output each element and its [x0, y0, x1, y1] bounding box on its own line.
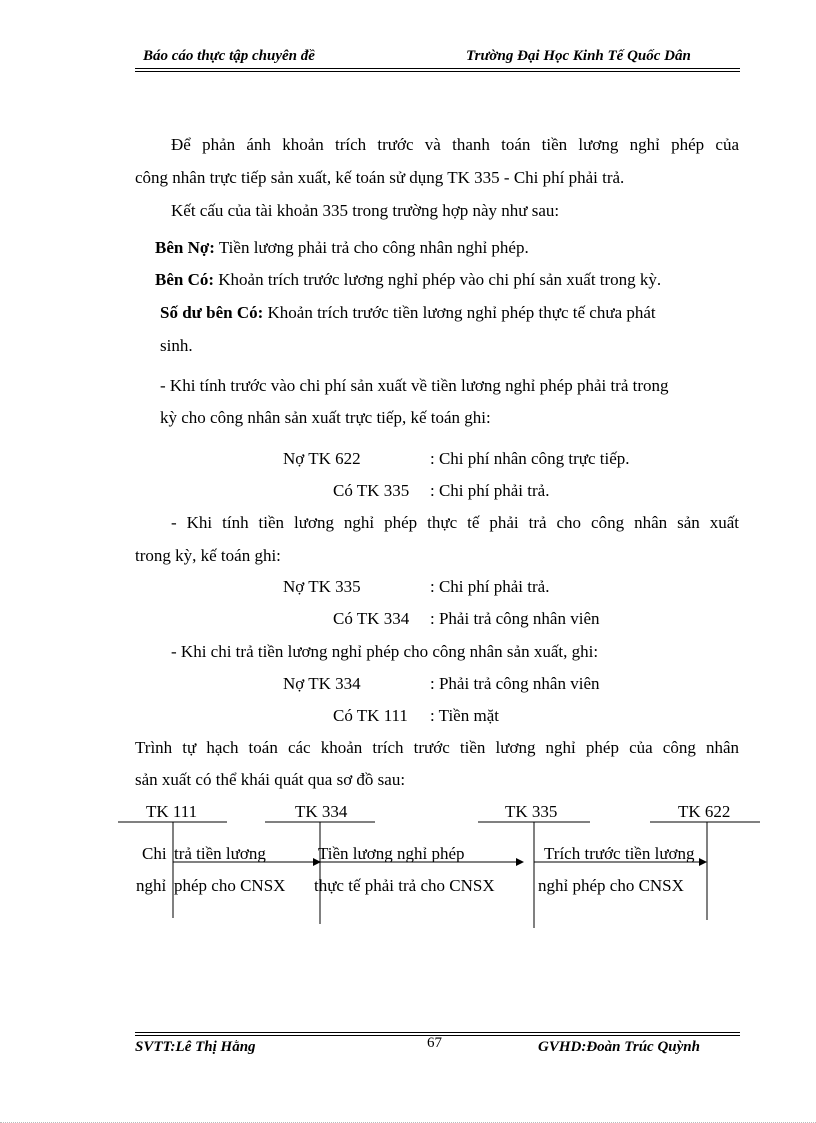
paragraph-line: Để phản ánh khoản trích trước và thanh toán tiền lương nghỉ phép của: [171, 135, 739, 154]
footer-rule-top: [135, 1032, 740, 1033]
flow3-label: nghỉ phép cho CNSX: [538, 876, 684, 895]
flow1-label: phép cho CNSX: [174, 876, 286, 895]
flow1-label: trả tiền lương: [174, 844, 266, 863]
entry2-credit-desc: : Phải trả công nhân viên: [430, 609, 600, 628]
case2-line: - Khi tính tiền lương nghỉ phép thực tế phải trả cho công nhân sản xuất: [171, 513, 739, 532]
sequence-line: sản xuất có thể khái quát qua sơ đồ sau:: [135, 770, 406, 789]
account-tk334: TK 334: [295, 802, 348, 821]
case3-line: - Khi chi trả tiền lương nghỉ phép cho công nhân sản xuất, ghi:: [171, 642, 599, 661]
entry1-debit-desc: : Chi phí nhân công trực tiếp.: [430, 449, 630, 468]
entry2-credit: Có TK 334: [333, 609, 410, 628]
entry2-debit: Nợ TK 335: [283, 577, 361, 596]
entry3-debit-desc: : Phải trả công nhân viên: [430, 674, 600, 693]
debit-side-text: Tiền lương phải trả cho công nhân nghỉ phép.: [214, 238, 529, 257]
flow2-label: Tiền lương nghỉ phép: [318, 844, 465, 863]
flow3-label: Trích trước tiền lương: [544, 844, 695, 863]
flow1-label-left: Chi: [142, 844, 167, 863]
paragraph-line: công nhân trực tiếp sản xuất, kế toán sử dụng TK 335 - Chi phí phải trả.: [135, 168, 625, 187]
entry3-debit: Nợ TK 334: [283, 674, 361, 693]
footer-advisor: GVHD:Đoàn Trúc Quỳnh: [538, 1039, 700, 1055]
balance-text: Khoản trích trước tiền lương nghỉ phép thực tế chưa phát: [263, 303, 656, 322]
entry1-credit: Có TK 335: [333, 481, 410, 500]
case1-line: - Khi tính trước vào chi phí sản xuất về tiền lương nghỉ phép phải trả trong: [160, 376, 669, 395]
balance-label: Số dư bên Có:: [160, 303, 264, 322]
page-number: 67: [427, 1035, 442, 1051]
flow1-label-left: nghỉ: [136, 876, 167, 895]
account-tk111: TK 111: [146, 802, 198, 821]
case1-line: kỳ cho công nhân sản xuất trực tiếp, kế toán ghi:: [160, 408, 491, 427]
debit-side-label: Bên Nợ:: [155, 238, 215, 257]
header-left: Báo cáo thực tập chuyên đề: [143, 48, 315, 64]
case2-line: trong kỳ, kế toán ghi:: [135, 546, 281, 565]
footer-student: SVTT:Lê Thị Hằng: [135, 1039, 256, 1055]
credit-side-label: Bên Có:: [155, 270, 215, 289]
flow2-label: thực tế phải trả cho CNSX: [314, 876, 495, 895]
entry2-debit-desc: : Chi phí phải trả.: [430, 577, 550, 596]
credit-side-text: Khoản trích trước lương nghỉ phép vào chi phí sản xuất trong kỳ.: [214, 270, 662, 289]
balance-continuation: sinh.: [160, 336, 193, 355]
entry1-credit-desc: : Chi phí phải trả.: [430, 481, 550, 500]
header-right: Trường Đại Học Kinh Tế Quốc Dân: [466, 48, 691, 64]
account-tk622: TK 622: [678, 802, 731, 821]
entry1-debit: Nợ TK 622: [283, 449, 361, 468]
sequence-line: Trình tự hạch toán các khoản trích trước tiền lương nghỉ phép của công nhân: [135, 738, 739, 757]
entry3-credit-desc: : Tiền mặt: [430, 706, 499, 725]
paragraph-line: Kết cấu của tài khoản 335 trong trường hợp này như sau:: [171, 201, 560, 220]
account-tk335: TK 335: [505, 802, 558, 821]
entry3-credit: Có TK 111: [333, 706, 408, 725]
